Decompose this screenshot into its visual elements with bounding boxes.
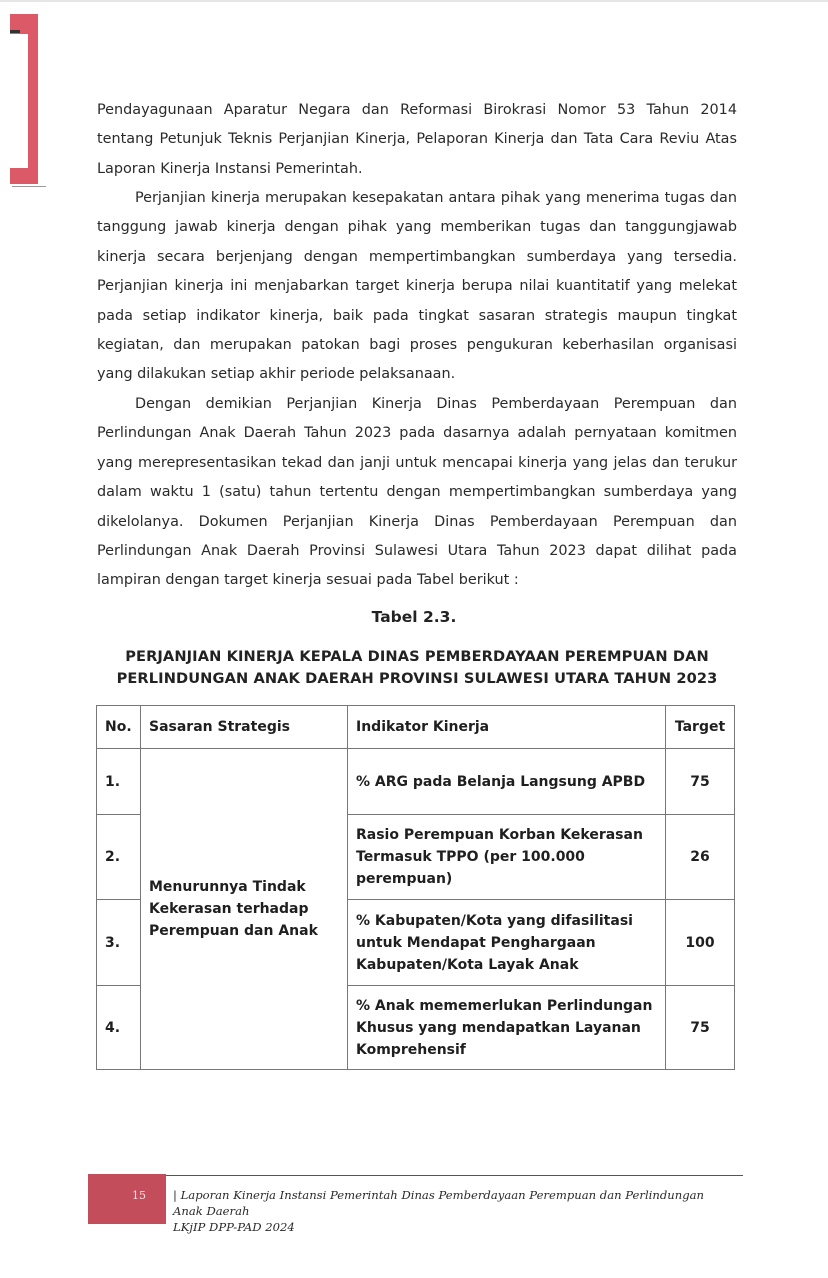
table-label: Tabel 2.3. <box>371 608 457 626</box>
table-row <box>97 749 735 815</box>
table-header-row <box>97 706 735 749</box>
paragraph-1: Pendayagunaan Aparatur Negara dan Reformasi Birokrasi Nomor 53 Tahun 2014 tentang Petunjuk Teknis Perjanjian Kinerja, Pelaporan Kinerja dan Tata Cara Reviu Atas Laporan Kinerja Instansi Pemerintah. <box>97 102 737 177</box>
footer-page-number: 15 <box>132 1189 146 1202</box>
row-no: 3. <box>97 900 141 986</box>
header-no: No. <box>97 706 141 749</box>
row-no: 4. <box>97 986 141 1070</box>
row-indikator: % ARG pada Belanja Langsung APBD <box>348 749 666 815</box>
row-no: 1. <box>97 749 141 815</box>
row-indikator: Rasio Perempuan Korban Kekerasan Termasuk TPPO (per 100.000 perempuan) <box>348 815 666 900</box>
footer-text <box>173 1187 733 1235</box>
top-border-line <box>0 0 828 2</box>
row-indikator: % Kabupaten/Kota yang difasilitasi untuk Mendapat Penghargaan Kabupaten/Kota Layak Anak <box>348 900 666 986</box>
row-target: 75 <box>666 749 735 815</box>
performance-agreement-table <box>96 705 735 1070</box>
row-target: 75 <box>666 986 735 1070</box>
left-bracket-inner <box>10 34 28 168</box>
left-rule-line <box>12 186 46 187</box>
footer-text-line-2: LKjIP DPP-PAD 2024 <box>173 1220 295 1234</box>
row-indikator: % Anak mememerlukan Perlindungan Khusus yang mendapatkan Layanan Komprehensif <box>348 986 666 1070</box>
paragraph-2: Perjanjian kinerja merupakan kesepakatan antara pihak yang menerima tugas dan tanggung jawab kinerja dengan pihak yang memberikan tugas dan tanggungjawab kinerja secara berjenjang dengan mempertimbangkan sumberdaya yang tersedia. Perjanjian kinerja ini menjabarkan target kinerja berupa nilai kuantitatif yang melekat pada setiap indikator kinerja, baik pada tingkat sasaran strategis maupun tingkat kegiatan, dan merupakan patokan bagi proses pengukuran keberhasilan organisasi yang dilakukan setiap akhir periode pelaksanaan. <box>97 190 737 383</box>
left-bracket-tick <box>10 30 20 33</box>
footer-rule <box>88 1175 743 1176</box>
footer-page-box <box>88 1174 166 1224</box>
sasaran-strategis-cell: Menurunnya Tindak Kekerasan terhadap Perempuan dan Anak <box>141 749 348 1070</box>
table-title <box>97 646 737 690</box>
row-target: 100 <box>666 900 735 986</box>
header-indikator: Indikator Kinerja <box>348 706 666 749</box>
paragraph-3: Dengan demikian Perjanjian Kinerja Dinas Pemberdayaan Perempuan dan Perlindungan Anak Daerah Tahun 2023 pada dasarnya adalah pernyataan komitmen yang merepresentasikan tekad dan janji untuk mencapai kinerja yang jelas dan terukur dalam waktu 1 (satu) tahun tertentu dengan mempertimbangkan sumberdaya yang dikelolanya. Dokumen Perjanjian Kinerja Dinas Pemberdayaan Perempuan dan Perlindungan Anak Daerah Provinsi Sulawesi Utara Tahun 2023 dapat dilihat pada lampiran dengan target kinerja sesuai pada Tabel berikut : <box>97 396 737 589</box>
table-title-line-2: PERLINDUNGAN ANAK DAERAH PROVINSI SULAWESI UTARA TAHUN 2023 <box>116 670 718 687</box>
header-sasaran: Sasaran Strategis <box>141 706 348 749</box>
footer-text-line-1: | Laporan Kinerja Instansi Pemerintah Dinas Pemberdayaan Perempuan dan Perlindungan Anak Daerah <box>173 1188 704 1218</box>
row-target: 26 <box>666 815 735 900</box>
row-no: 2. <box>97 815 141 900</box>
table-title-line-1: PERJANJIAN KINERJA KEPALA DINAS PEMBERDAYAAN PEREMPUAN DAN <box>125 648 709 665</box>
header-target: Target <box>666 706 735 749</box>
